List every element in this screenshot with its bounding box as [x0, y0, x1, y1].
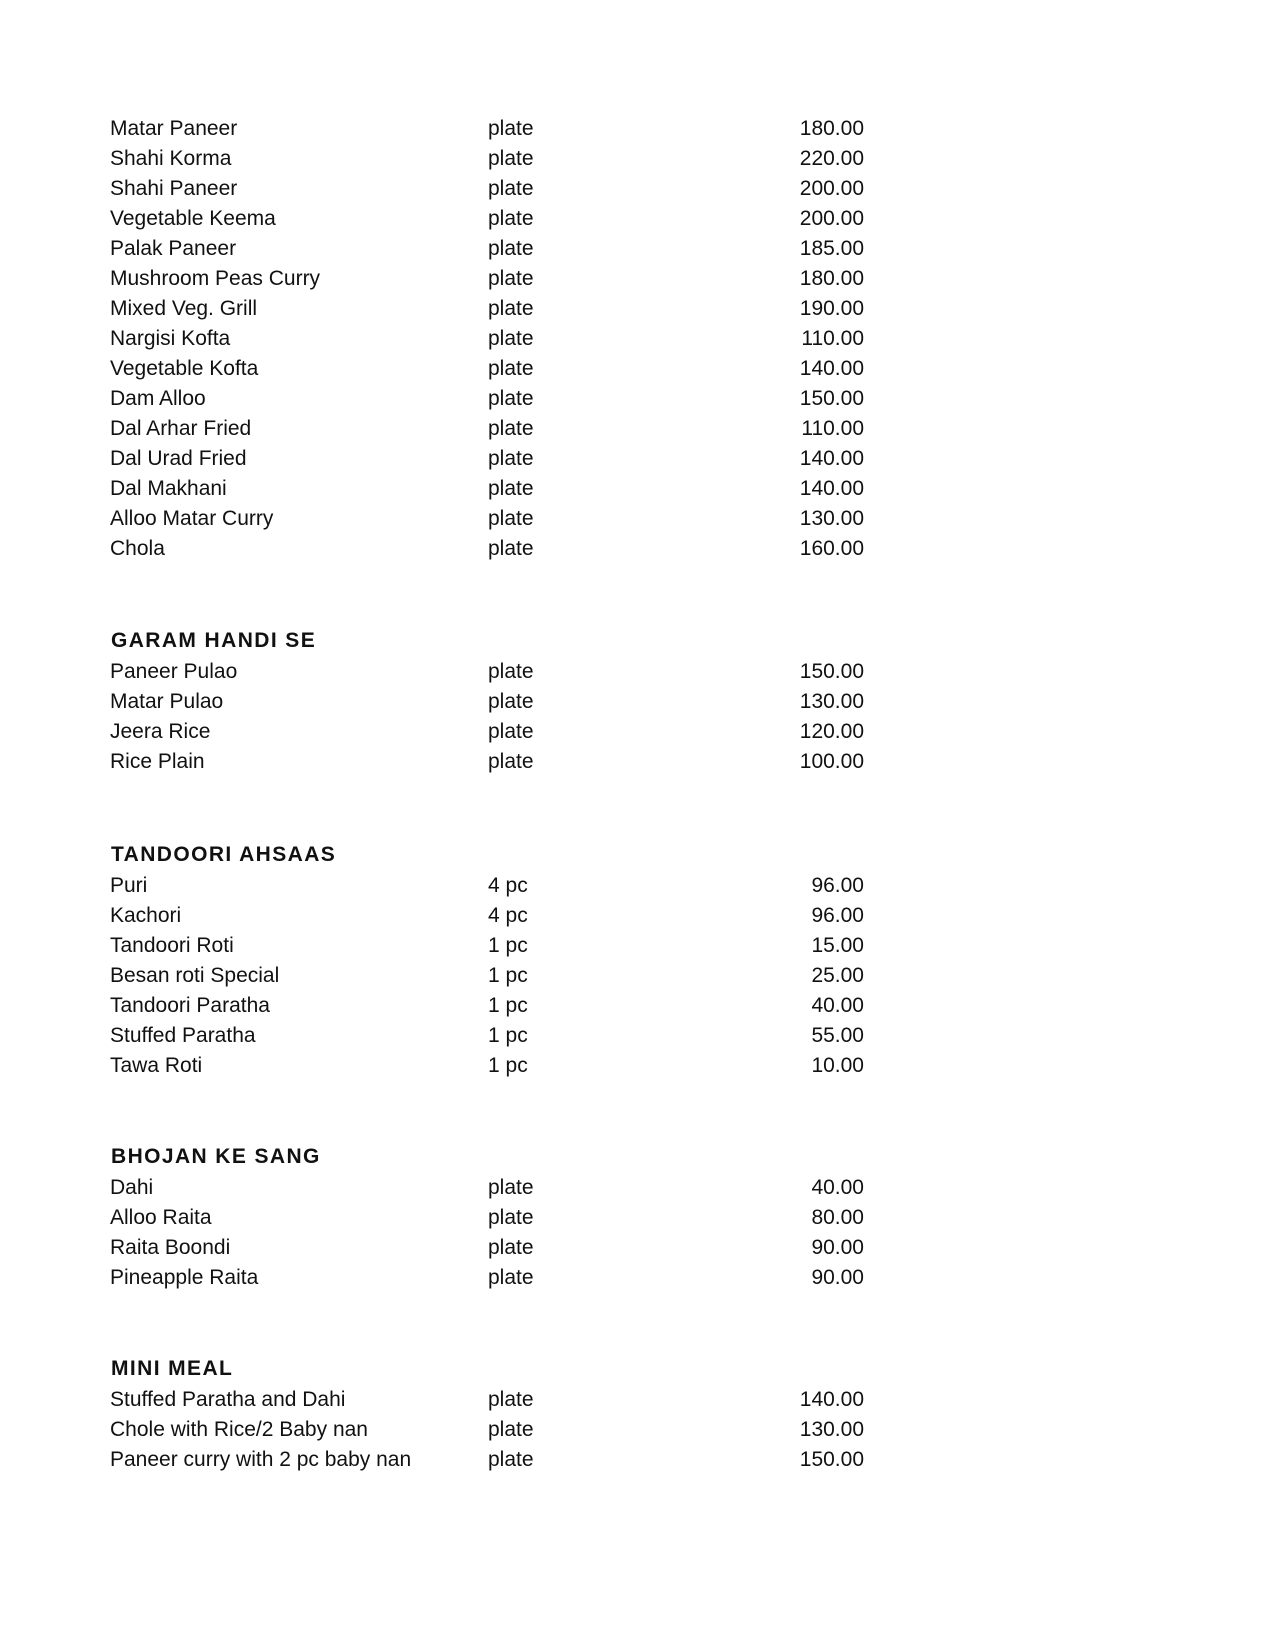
- section-heading: TANDOORI AHSAAS: [111, 843, 337, 866]
- item-name: Dam Alloo: [110, 387, 206, 410]
- item-unit: 1 pc: [488, 1054, 528, 1077]
- item-price: 220.00: [799, 147, 864, 170]
- item-price: 185.00: [799, 237, 864, 260]
- item-unit: 4 pc: [488, 874, 528, 897]
- item-price: 90.00: [811, 1266, 864, 1289]
- item-price: 140.00: [799, 1388, 864, 1411]
- item-unit: plate: [488, 147, 534, 170]
- item-price: 10.00: [811, 1054, 864, 1077]
- menu-item: [110, 1203, 870, 1233]
- item-price: 80.00: [811, 1206, 864, 1229]
- menu-item: [110, 1385, 870, 1415]
- item-unit: plate: [488, 117, 534, 140]
- menu-item: [110, 264, 870, 294]
- section-heading: MINI MEAL: [111, 1357, 234, 1380]
- item-name: Palak Paneer: [110, 237, 237, 260]
- item-price: 96.00: [811, 874, 864, 897]
- item-unit: plate: [488, 417, 534, 440]
- item-name: Besan roti Special: [110, 964, 280, 987]
- item-price: 120.00: [799, 720, 864, 743]
- item-unit: plate: [488, 1418, 534, 1441]
- item-price: 130.00: [799, 1418, 864, 1441]
- item-name: Vegetable Keema: [110, 207, 276, 230]
- item-price: 150.00: [799, 660, 864, 683]
- item-price: 130.00: [799, 690, 864, 713]
- menu-item: [110, 474, 870, 504]
- item-name: Shahi Korma: [110, 147, 232, 170]
- item-unit: plate: [488, 447, 534, 470]
- item-unit: 1 pc: [488, 994, 528, 1017]
- menu-item: [110, 324, 870, 354]
- item-price: 140.00: [799, 447, 864, 470]
- item-price: 190.00: [799, 297, 864, 320]
- item-unit: plate: [488, 1206, 534, 1229]
- item-price: 160.00: [799, 537, 864, 560]
- item-unit: plate: [488, 537, 534, 560]
- item-name: Jeera Rice: [110, 720, 211, 743]
- menu-item: [110, 1021, 870, 1051]
- menu-item: [110, 1445, 870, 1475]
- menu-section-curries: [110, 114, 870, 564]
- item-price: 15.00: [811, 934, 864, 957]
- menu-item: [110, 657, 870, 687]
- menu-item: [110, 414, 870, 444]
- item-price: 200.00: [799, 207, 864, 230]
- item-name: Dal Urad Fried: [110, 447, 247, 470]
- menu-item: [110, 1233, 870, 1263]
- item-name: Matar Paneer: [110, 117, 238, 140]
- item-price: 130.00: [799, 507, 864, 530]
- item-unit: plate: [488, 237, 534, 260]
- item-unit: plate: [488, 660, 534, 683]
- item-name: Puri: [110, 874, 148, 897]
- section-heading: GARAM HANDI SE: [111, 629, 317, 652]
- item-name: Tawa Roti: [110, 1054, 203, 1077]
- item-unit: plate: [488, 387, 534, 410]
- menu-item: [110, 354, 870, 384]
- menu-item: [110, 1263, 870, 1293]
- item-price: 150.00: [799, 387, 864, 410]
- item-name: Mixed Veg. Grill: [110, 297, 258, 320]
- item-name: Dal Makhani: [110, 477, 227, 500]
- item-name: Nargisi Kofta: [110, 327, 231, 350]
- item-unit: plate: [488, 267, 534, 290]
- item-name: Tandoori Roti: [110, 934, 234, 957]
- item-name: Alloo Matar Curry: [110, 507, 274, 530]
- menu-item: [110, 991, 870, 1021]
- menu-item: [110, 384, 870, 414]
- item-price: 180.00: [799, 267, 864, 290]
- item-price: 140.00: [799, 357, 864, 380]
- item-unit: 1 pc: [488, 1024, 528, 1047]
- menu-section-mini-meal: [110, 1353, 870, 1475]
- item-unit: plate: [488, 1266, 534, 1289]
- item-unit: 4 pc: [488, 904, 528, 927]
- menu-item: [110, 114, 870, 144]
- item-name: Raita Boondi: [110, 1236, 231, 1259]
- menu-item: [110, 174, 870, 204]
- item-unit: 1 pc: [488, 934, 528, 957]
- item-name: Tandoori Paratha: [110, 994, 270, 1017]
- item-name: Kachori: [110, 904, 182, 927]
- item-unit: plate: [488, 1448, 534, 1471]
- item-unit: plate: [488, 750, 534, 773]
- item-unit: 1 pc: [488, 964, 528, 987]
- item-unit: plate: [488, 1176, 534, 1199]
- item-name: Alloo Raita: [110, 1206, 212, 1229]
- menu-item: [110, 931, 870, 961]
- menu-section-garam-handi-se: [110, 625, 870, 777]
- item-name: Pineapple Raita: [110, 1266, 259, 1289]
- menu-item: [110, 717, 870, 747]
- menu-item: [110, 871, 870, 901]
- item-price: 90.00: [811, 1236, 864, 1259]
- item-name: Paneer curry with 2 pc baby nan: [110, 1448, 412, 1471]
- item-price: 55.00: [811, 1024, 864, 1047]
- item-name: Stuffed Paratha: [110, 1024, 256, 1047]
- menu-item: [110, 1051, 870, 1081]
- menu-item: [110, 144, 870, 174]
- item-unit: plate: [488, 477, 534, 500]
- section-heading: BHOJAN KE SANG: [111, 1145, 321, 1168]
- item-unit: plate: [488, 177, 534, 200]
- menu-item: [110, 534, 870, 564]
- item-unit: plate: [488, 297, 534, 320]
- menu-item: [110, 687, 870, 717]
- item-price: 25.00: [811, 964, 864, 987]
- item-unit: plate: [488, 720, 534, 743]
- item-name: Chole with Rice/2 Baby nan: [110, 1418, 368, 1441]
- item-price: 100.00: [799, 750, 864, 773]
- item-price: 180.00: [799, 117, 864, 140]
- menu-item: [110, 901, 870, 931]
- item-unit: plate: [488, 690, 534, 713]
- menu-section-bhojan-ke-sang: [110, 1141, 870, 1293]
- menu-item: [110, 1173, 870, 1203]
- item-name: Dahi: [110, 1176, 154, 1199]
- item-name: Mushroom Peas Curry: [110, 267, 321, 290]
- item-name: Paneer Pulao: [110, 660, 238, 683]
- menu-item: [110, 504, 870, 534]
- item-price: 200.00: [799, 177, 864, 200]
- item-price: 110.00: [801, 327, 864, 350]
- menu-item: [110, 204, 870, 234]
- item-unit: plate: [488, 327, 534, 350]
- menu-item: [110, 294, 870, 324]
- menu-item: [110, 234, 870, 264]
- item-name: Chola: [110, 537, 165, 560]
- item-unit: plate: [488, 207, 534, 230]
- item-price: 140.00: [799, 477, 864, 500]
- item-name: Rice Plain: [110, 750, 205, 773]
- item-unit: plate: [488, 357, 534, 380]
- menu-item: [110, 747, 870, 777]
- menu-item: [110, 444, 870, 474]
- item-price: 150.00: [799, 1448, 864, 1471]
- item-price: 110.00: [801, 417, 864, 440]
- item-unit: plate: [488, 507, 534, 530]
- item-name: Vegetable Kofta: [110, 357, 259, 380]
- item-unit: plate: [488, 1388, 534, 1411]
- item-price: 96.00: [811, 904, 864, 927]
- menu-item: [110, 961, 870, 991]
- item-name: Matar Pulao: [110, 690, 224, 713]
- item-unit: plate: [488, 1236, 534, 1259]
- item-name: Stuffed Paratha and Dahi: [110, 1388, 346, 1411]
- item-name: Shahi Paneer: [110, 177, 238, 200]
- menu-item: [110, 1415, 870, 1445]
- item-price: 40.00: [811, 994, 864, 1017]
- item-name: Dal Arhar Fried: [110, 417, 252, 440]
- item-price: 40.00: [811, 1176, 864, 1199]
- menu-section-tandoori-ahsaas: [110, 839, 870, 1081]
